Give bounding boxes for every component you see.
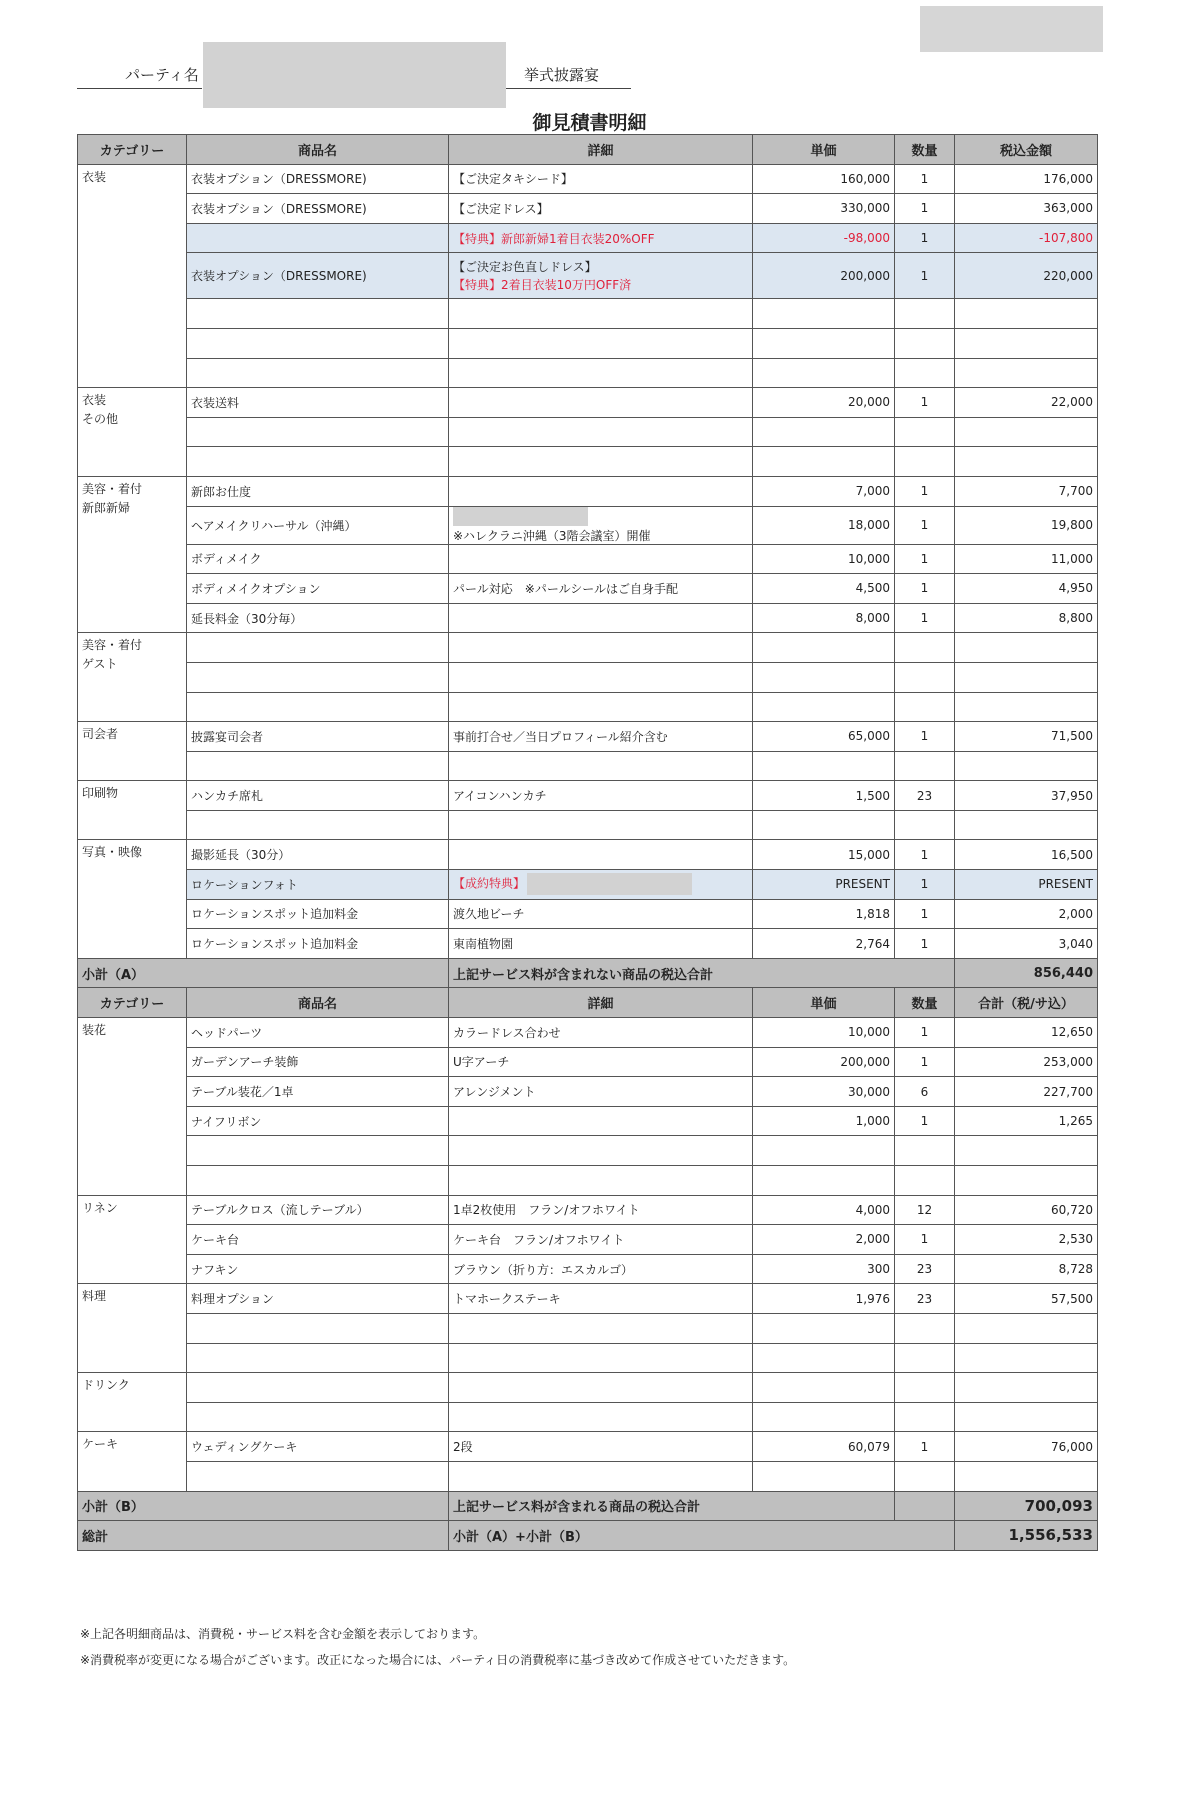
amount: 176,000	[955, 164, 1098, 194]
product-name: ナイフリボン	[187, 1106, 449, 1136]
detail: U字アーチ	[449, 1047, 753, 1077]
ceremony-underline	[506, 88, 631, 89]
unit-price: 200,000	[753, 1047, 895, 1077]
table-row	[78, 899, 1098, 929]
detail: 【ご決定お色直しドレス】	[453, 259, 597, 274]
empty-row	[78, 1343, 1098, 1373]
quantity: 1	[895, 1018, 955, 1048]
table-header-a	[78, 135, 1098, 165]
amount: 19,800	[955, 506, 1098, 544]
table-row	[78, 1195, 1098, 1225]
category-cell: 装花	[78, 1018, 187, 1196]
table-row	[78, 722, 1098, 752]
quantity: 1	[895, 1047, 955, 1077]
unit-price: 20,000	[753, 388, 895, 418]
subtotal-a-row	[78, 958, 1098, 988]
unit-price: 60,079	[753, 1432, 895, 1462]
empty-row	[78, 328, 1098, 358]
quantity: 1	[895, 1432, 955, 1462]
empty-row	[78, 1373, 1098, 1403]
category-cell: 印刷物	[78, 781, 187, 840]
amount: 16,500	[955, 840, 1098, 870]
document-title: 御見積書明細	[532, 112, 647, 134]
grand-total-desc: 小計（A）+小計（B）	[449, 1521, 955, 1551]
product-name: 料理オプション	[187, 1284, 449, 1314]
party-name-underline	[77, 88, 202, 89]
subtotal-a-desc: 上記サービス料が含まれない商品の税込合計	[449, 958, 955, 988]
grand-total-label: 総計	[78, 1521, 449, 1551]
col-product: 商品名	[187, 135, 449, 165]
detail: ブラウン（折り方：エスカルゴ）	[449, 1254, 753, 1284]
detail: パール対応 ※パールシールはご自身手配	[449, 574, 753, 604]
quantity: 23	[895, 1284, 955, 1314]
product-name: ヘアメイクリハーサル（沖縄）	[187, 506, 449, 544]
unit-price: 8,000	[753, 603, 895, 633]
table-row	[78, 223, 1098, 253]
detail: トマホークステーキ	[449, 1284, 753, 1314]
redaction-box	[920, 6, 1103, 52]
table-row	[78, 164, 1098, 194]
unit-price: 18,000	[753, 506, 895, 544]
detail	[449, 476, 753, 506]
product-name: 衣装オプション（DRESSMORE)	[187, 164, 449, 194]
detail: 2段	[449, 1432, 753, 1462]
amount: 8,800	[955, 603, 1098, 633]
estimate-table	[77, 134, 1098, 1551]
product-name: テーブルクロス（流しテーブル）	[187, 1195, 449, 1225]
detail: ケーキ台 フラン/オフホワイト	[449, 1225, 753, 1255]
empty-row	[78, 633, 1098, 663]
quantity: 1	[895, 574, 955, 604]
table-row	[78, 1432, 1098, 1462]
col-category: カテゴリー	[78, 988, 187, 1018]
product-name	[187, 223, 449, 253]
empty-row	[78, 1402, 1098, 1432]
quantity: 1	[895, 870, 955, 900]
unit-price: 160,000	[753, 164, 895, 194]
empty-row	[78, 1313, 1098, 1343]
category-cell: リネン	[78, 1195, 187, 1284]
empty-row	[78, 810, 1098, 840]
product-name: 撮影延長（30分）	[187, 840, 449, 870]
detail	[449, 603, 753, 633]
col-amount: 税込金額	[955, 135, 1098, 165]
unit-price: 10,000	[753, 1018, 895, 1048]
col-product: 商品名	[187, 988, 449, 1018]
amount: 4,950	[955, 574, 1098, 604]
empty-row	[78, 447, 1098, 477]
category-cell: 料理	[78, 1284, 187, 1373]
col-detail: 詳細	[449, 988, 753, 1018]
product-name: ガーデンアーチ装飾	[187, 1047, 449, 1077]
empty-row	[78, 299, 1098, 329]
table-row	[78, 1047, 1098, 1077]
table-row	[78, 1284, 1098, 1314]
product-name: ボディメイク	[187, 544, 449, 574]
amount: 1,265	[955, 1106, 1098, 1136]
amount: 12,650	[955, 1018, 1098, 1048]
product-name: ロケーションスポット追加料金	[187, 899, 449, 929]
category-cell: 美容・着付 新郎新婦	[78, 476, 187, 632]
unit-price: 15,000	[753, 840, 895, 870]
amount: 3,040	[955, 929, 1098, 959]
table-header-b	[78, 988, 1098, 1018]
product-name: ハンカチ席札	[187, 781, 449, 811]
amount: -107,800	[955, 223, 1098, 253]
table-row	[78, 476, 1098, 506]
col-total: 合計（税/サ込）	[955, 988, 1098, 1018]
product-name: 新郎お仕度	[187, 476, 449, 506]
empty-row	[78, 417, 1098, 447]
unit-price: 300	[753, 1254, 895, 1284]
quantity: 1	[895, 388, 955, 418]
subtotal-b-value: 700,093	[955, 1491, 1098, 1521]
subtotal-a-value: 856,440	[955, 958, 1098, 988]
unit-price: 2,000	[753, 1225, 895, 1255]
quantity: 1	[895, 476, 955, 506]
quantity: 1	[895, 929, 955, 959]
table-row	[78, 574, 1098, 604]
category-cell: 写真・映像	[78, 840, 187, 958]
footnote: ※消費税率が変更になる場合がございます。改正になった場合には、パーティ日の消費税率に基づき改めて作成させていただきます。	[80, 1653, 796, 1667]
table-row	[78, 1077, 1098, 1107]
detail	[449, 388, 753, 418]
quantity: 23	[895, 781, 955, 811]
product-name: 衣装送料	[187, 388, 449, 418]
category-cell: ケーキ	[78, 1432, 187, 1491]
col-quantity: 数量	[895, 988, 955, 1018]
amount: 2,530	[955, 1225, 1098, 1255]
product-name: ケーキ台	[187, 1225, 449, 1255]
col-detail: 詳細	[449, 135, 753, 165]
detail: アイコンハンカチ	[449, 781, 753, 811]
detail: アレンジメント	[449, 1077, 753, 1107]
table-row	[78, 388, 1098, 418]
category-cell: ドリンク	[78, 1373, 187, 1432]
table-row	[78, 1254, 1098, 1284]
table-row	[78, 1225, 1098, 1255]
quantity: 1	[895, 722, 955, 752]
unit-price: -98,000	[753, 223, 895, 253]
subtotal-b-label: 小計（B）	[78, 1491, 449, 1521]
grand-total-value: 1,556,533	[955, 1521, 1098, 1551]
amount: 76,000	[955, 1432, 1098, 1462]
unit-price: 1,000	[753, 1106, 895, 1136]
table-row	[78, 1018, 1098, 1048]
detail: 1卓2枚使用 フラン/オフホワイト	[449, 1195, 753, 1225]
detail: 【成約特典】	[453, 876, 526, 891]
amount: 22,000	[955, 388, 1098, 418]
subtotal-a-label: 小計（A）	[78, 958, 449, 988]
amount: 71,500	[955, 722, 1098, 752]
amount: PRESENT	[955, 870, 1098, 900]
table-row	[78, 506, 1098, 544]
table-row	[78, 253, 1098, 299]
quantity: 6	[895, 1077, 955, 1107]
empty-row	[78, 1166, 1098, 1196]
detail: 【ご決定ドレス】	[449, 194, 753, 224]
subtotal-b-row	[78, 1491, 1098, 1521]
unit-price: 7,000	[753, 476, 895, 506]
table-row	[78, 870, 1098, 900]
detail: 【特典】新郎新婦1着目衣装20%OFF	[449, 223, 753, 253]
quantity: 1	[895, 544, 955, 574]
unit-price: 1,976	[753, 1284, 895, 1314]
amount: 37,950	[955, 781, 1098, 811]
detail-redaction	[453, 506, 588, 526]
unit-price: 200,000	[753, 253, 895, 299]
unit-price: 10,000	[753, 544, 895, 574]
detail: カラードレス合わせ	[449, 1018, 753, 1048]
quantity: 12	[895, 1195, 955, 1225]
quantity: 1	[895, 253, 955, 299]
category-cell: 衣装	[78, 164, 187, 388]
product-name: ボディメイクオプション	[187, 574, 449, 604]
unit-price: 30,000	[753, 1077, 895, 1107]
table-row	[78, 781, 1098, 811]
quantity: 1	[895, 1106, 955, 1136]
empty-row	[78, 1461, 1098, 1491]
amount: 60,720	[955, 1195, 1098, 1225]
unit-price: 1,500	[753, 781, 895, 811]
detail: 渡久地ビーチ	[449, 899, 753, 929]
subtotal-b-desc: 上記サービス料が含まれる商品の税込合計	[449, 1491, 895, 1521]
unit-price: 4,000	[753, 1195, 895, 1225]
detail-cell	[449, 870, 753, 900]
product-name: 衣装オプション（DRESSMORE)	[187, 253, 449, 299]
category-cell: 衣装 その他	[78, 388, 187, 477]
quantity: 1	[895, 840, 955, 870]
detail: 【ご決定タキシード】	[449, 164, 753, 194]
amount: 227,700	[955, 1077, 1098, 1107]
detail: 事前打合せ／当日プロフィール紹介含む	[449, 722, 753, 752]
product-name: テーブル装花／1卓	[187, 1077, 449, 1107]
quantity: 1	[895, 164, 955, 194]
unit-price: 65,000	[753, 722, 895, 752]
empty-row	[78, 358, 1098, 388]
amount: 2,000	[955, 899, 1098, 929]
category-cell: 司会者	[78, 722, 187, 781]
empty-row	[78, 662, 1098, 692]
empty-row	[78, 692, 1098, 722]
product-name: ナフキン	[187, 1254, 449, 1284]
amount: 7,700	[955, 476, 1098, 506]
unit-price: 4,500	[753, 574, 895, 604]
table-row	[78, 840, 1098, 870]
detail	[449, 544, 753, 574]
detail	[449, 840, 753, 870]
amount: 11,000	[955, 544, 1098, 574]
amount: 253,000	[955, 1047, 1098, 1077]
detail	[449, 1106, 753, 1136]
col-unit-price: 単価	[753, 135, 895, 165]
table-row	[78, 1106, 1098, 1136]
grand-total-row	[78, 1521, 1098, 1551]
empty-row	[78, 1136, 1098, 1166]
product-name: 衣装オプション（DRESSMORE)	[187, 194, 449, 224]
col-category: カテゴリー	[78, 135, 187, 165]
unit-price: 330,000	[753, 194, 895, 224]
category-cell: 美容・着付 ゲスト	[78, 633, 187, 722]
table-row	[78, 929, 1098, 959]
party-name-redaction	[203, 42, 506, 108]
product-name: ロケーションスポット追加料金	[187, 929, 449, 959]
product-name: 延長料金（30分毎）	[187, 603, 449, 633]
quantity: 1	[895, 899, 955, 929]
quantity: 1	[895, 223, 955, 253]
amount: 220,000	[955, 253, 1098, 299]
quantity: 23	[895, 1254, 955, 1284]
unit-price: 2,764	[753, 929, 895, 959]
ceremony-type: 挙式披露宴	[524, 66, 600, 84]
party-name-label: パーティ名	[125, 66, 199, 84]
detail-cell	[449, 506, 753, 544]
unit-price: PRESENT	[753, 870, 895, 900]
unit-price: 1,818	[753, 899, 895, 929]
amount: 363,000	[955, 194, 1098, 224]
col-quantity: 数量	[895, 135, 955, 165]
product-name: ヘッドパーツ	[187, 1018, 449, 1048]
product-name: 披露宴司会者	[187, 722, 449, 752]
detail-cell	[449, 253, 753, 299]
detail-note: 【特典】2着目衣装10万円OFF済	[453, 277, 632, 292]
amount: 8,728	[955, 1254, 1098, 1284]
amount: 57,500	[955, 1284, 1098, 1314]
product-name: ロケーションフォト	[187, 870, 449, 900]
footnotes	[80, 1621, 795, 1673]
table-row	[78, 544, 1098, 574]
detail: 東南植物園	[449, 929, 753, 959]
quantity: 1	[895, 1225, 955, 1255]
table-row	[78, 194, 1098, 224]
quantity: 1	[895, 603, 955, 633]
col-unit-price: 単価	[753, 988, 895, 1018]
quantity: 1	[895, 506, 955, 544]
quantity: 1	[895, 194, 955, 224]
footnote: ※上記各明細商品は、消費税・サービス料を含む金額を表示しております。	[80, 1627, 486, 1641]
table-row	[78, 603, 1098, 633]
detail: ※ハレクラニ沖縄（3階会議室）開催	[453, 528, 651, 543]
detail-redaction	[527, 873, 692, 895]
product-name: ウェディングケーキ	[187, 1432, 449, 1462]
empty-row	[78, 751, 1098, 781]
